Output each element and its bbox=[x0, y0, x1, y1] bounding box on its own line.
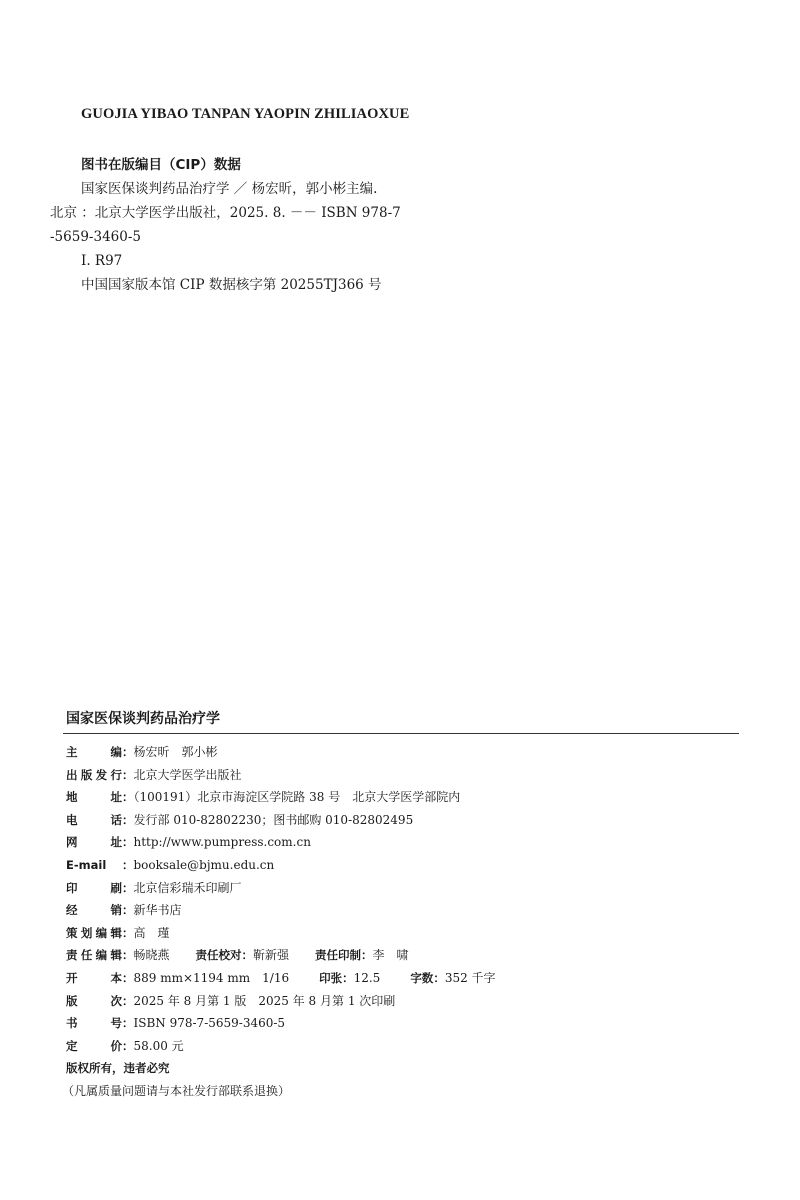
info-sublabel: 印张 bbox=[319, 970, 343, 985]
pinyin-title: GUOJIA YIBAO TANPAN YAOPIN ZHILIAOXUE bbox=[81, 106, 410, 122]
divider-rule bbox=[63, 733, 739, 734]
info-row-format: 开 本：889 mm×1194 mm 1/16 印张：12.5 字数：352 千字 bbox=[66, 968, 726, 991]
info-row-distributor: 经 销：新华书店 bbox=[66, 900, 726, 923]
info-label: 主 编 bbox=[66, 745, 122, 759]
info-row-responsibility: 责任编辑：畅晓燕 责任校对：靳新强 责任印制：李 啸 bbox=[66, 945, 726, 968]
info-row-website: 网 址：http://www.pumpress.com.cn bbox=[66, 832, 726, 855]
book-title: 国家医保谈判药品治疗学 bbox=[66, 711, 220, 727]
info-label: 版 次 bbox=[66, 993, 122, 1008]
info-value: 畅晓燕 bbox=[133, 948, 170, 963]
info-label: 出版发行 bbox=[66, 767, 122, 782]
info-row-edition: 版 次：2025 年 8 月第 1 版 2025 年 8 月第 1 次印刷 bbox=[66, 991, 726, 1014]
info-value: 杨宏昕 郭小彬 bbox=[133, 745, 218, 759]
copyright-notice: 版权所有，违者必究 bbox=[66, 1061, 170, 1076]
return-note: （凡属质量问题请与本社发行部联系退换） bbox=[62, 1083, 291, 1098]
info-value: 北京大学医学出版社 bbox=[133, 767, 242, 782]
info-label: 网 址 bbox=[66, 835, 122, 850]
info-row-isbn: 书 号：ISBN 978-7-5659-3460-5 bbox=[66, 1013, 726, 1036]
info-label: 电 话 bbox=[66, 812, 122, 827]
email-link[interactable]: booksale@bjmu.edu.cn bbox=[133, 857, 275, 872]
info-row-publisher: 出版发行：北京大学医学出版社 bbox=[66, 765, 726, 788]
info-value: 352 千字 bbox=[444, 970, 496, 985]
cip-line-publisher: 北京 ：北京大学医学出版社，2025. 8. －－ ISBN 978-7 bbox=[50, 205, 401, 221]
info-label: E-mail bbox=[66, 857, 107, 872]
info-row-editor: 主 编：杨宏昕 郭小彬 bbox=[66, 742, 726, 765]
info-value: 发行部 010-82802230；图书邮购 010-82802495 bbox=[133, 812, 414, 827]
cip-line-record-number: 中国国家版本馆 CIP 数据核字第 20255TJ366 号 bbox=[81, 277, 382, 293]
cip-line-isbn-cont: -5659-3460-5 bbox=[50, 229, 141, 245]
info-row-email: E-mail ：booksale@bjmu.edu.cn bbox=[66, 855, 726, 878]
info-row-printer: 印 刷：北京信彩瑞禾印刷厂 bbox=[66, 878, 726, 901]
info-value: 靳新强 bbox=[253, 948, 290, 963]
info-value: 58.00 元 bbox=[133, 1038, 184, 1053]
info-value: （100191）北京市海淀区学院路 38 号 北京大学医学部院内 bbox=[133, 790, 461, 805]
publication-info bbox=[62, 742, 726, 1104]
info-value: 高 瑾 bbox=[133, 925, 170, 940]
info-row-phone: 电 话：发行部 010-82802230；图书邮购 010-82802495 bbox=[66, 810, 726, 833]
info-value: 12.5 bbox=[353, 970, 381, 985]
cip-line-title: 国家医保谈判药品治疗学 ／ 杨宏昕，郭小彬主编. bbox=[81, 181, 378, 197]
cip-line-classification: Ⅰ. R97 bbox=[81, 253, 123, 269]
info-label: 开 本 bbox=[66, 970, 122, 985]
info-row-price: 定 价：58.00 元 bbox=[66, 1036, 726, 1059]
info-value: 李 啸 bbox=[372, 948, 409, 963]
info-value: 北京信彩瑞禾印刷厂 bbox=[133, 880, 242, 895]
info-label: 书 号 bbox=[66, 1016, 122, 1031]
cip-heading: 图书在版编目（CIP）数据 bbox=[81, 157, 241, 173]
info-value: ISBN 978-7-5659-3460-5 bbox=[133, 1016, 286, 1031]
info-label: 定 价 bbox=[66, 1038, 122, 1053]
info-value: 2025 年 8 月第 1 版 2025 年 8 月第 1 次印刷 bbox=[133, 993, 396, 1008]
info-sublabel: 责任印制 bbox=[315, 948, 362, 963]
cip-data-block bbox=[50, 155, 440, 299]
info-label: 印 刷 bbox=[66, 880, 122, 895]
info-sublabel: 字数 bbox=[410, 970, 434, 985]
info-value: 889 mm×1194 mm 1/16 bbox=[133, 970, 290, 985]
info-label: 责任编辑 bbox=[66, 948, 122, 963]
info-label: 经 销 bbox=[66, 903, 122, 918]
info-row-address: 地 址：（100191）北京市海淀区学院路 38 号 北京大学医学部院内 bbox=[66, 787, 726, 810]
info-row-planning-editor: 策划编辑：高 瑾 bbox=[66, 923, 726, 946]
info-label: 地 址 bbox=[66, 790, 122, 805]
info-value: 新华书店 bbox=[133, 903, 182, 918]
info-sublabel: 责任校对 bbox=[195, 948, 242, 963]
website-link[interactable]: http://www.pumpress.com.cn bbox=[133, 835, 311, 850]
info-label: 策划编辑 bbox=[66, 925, 122, 940]
